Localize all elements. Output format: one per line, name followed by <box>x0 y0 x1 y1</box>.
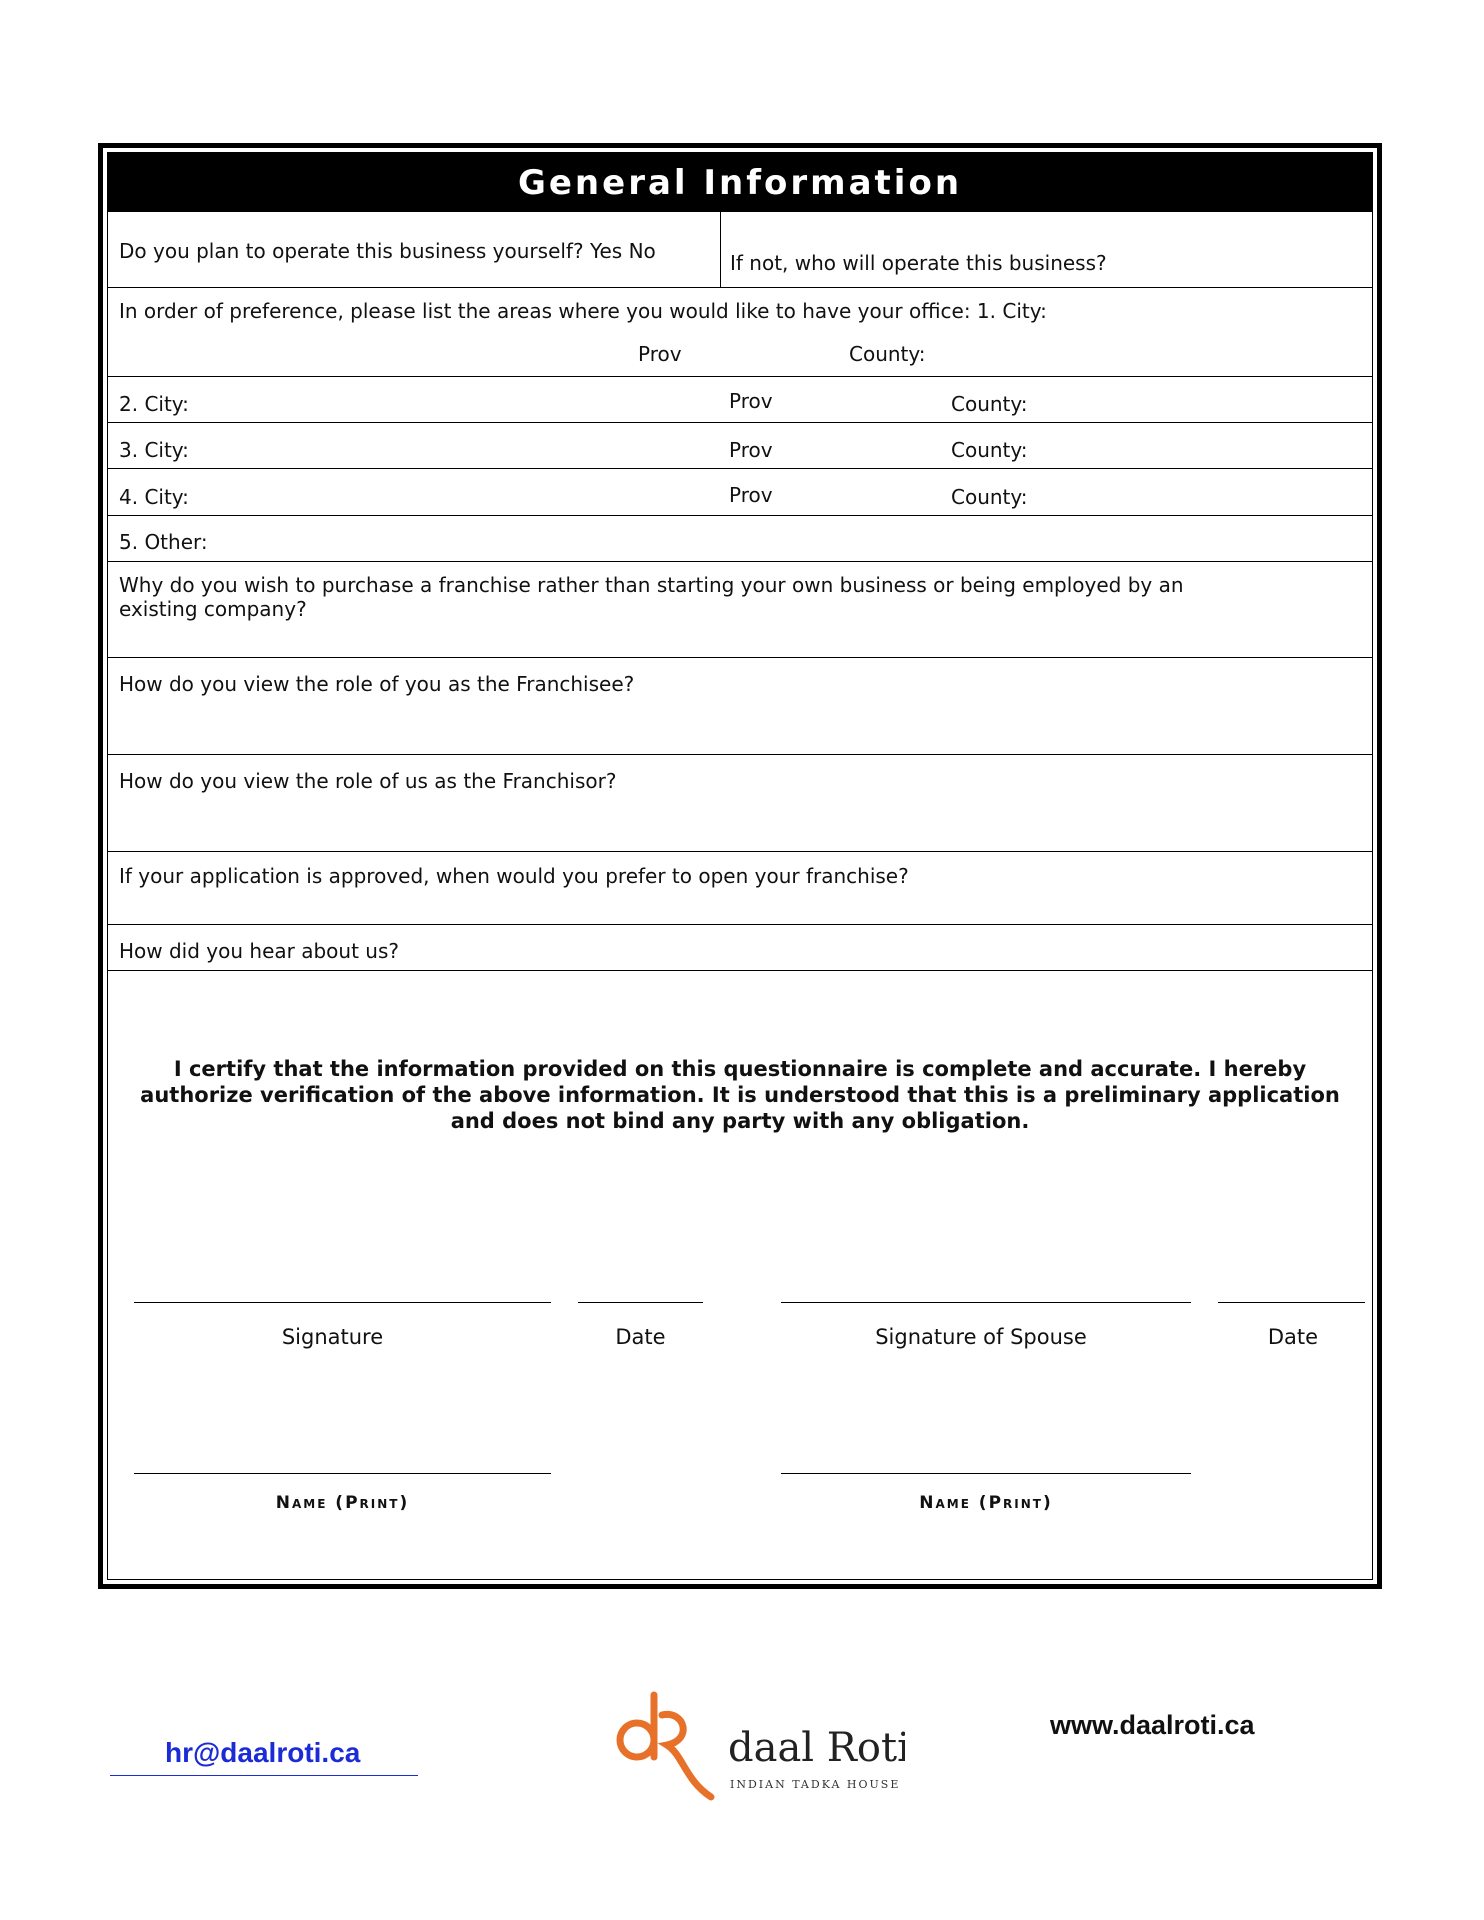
spouse-signature-caption: Signature of Spouse <box>875 1325 1087 1349</box>
question-role-franchisee: How do you view the role of you as the Franchisee? <box>119 672 635 696</box>
city4-county-label: County: <box>951 485 1028 509</box>
email-underline <box>110 1775 418 1776</box>
form-frame <box>98 143 1382 1589</box>
spouse-date-line[interactable] <box>1218 1302 1365 1303</box>
form-inner-border <box>107 152 1373 1580</box>
city3-county-label: County: <box>951 438 1028 462</box>
city3-label: 3. City: <box>119 438 189 462</box>
email-link[interactable]: hr@daalroti.ca <box>165 1737 361 1768</box>
city2-county-label: County: <box>951 392 1028 416</box>
city4-label: 4. City: <box>119 485 189 509</box>
city2-prov-label: Prov <box>729 389 773 413</box>
city3-prov-label: Prov <box>729 438 773 462</box>
question-hear-about: How did you hear about us? <box>119 939 399 963</box>
certification-text: I certify that the information provided on this questionnaire is complete and accurate. I hereby authorize verification of the above information. It is understood that this is a preliminary application and does not bind any party with any obligation. <box>140 1057 1340 1133</box>
city2-label: 2. City: <box>119 392 189 416</box>
question-operate-yourself: Do you plan to operate this business yourself? Yes No <box>119 239 656 263</box>
other-label: 5. Other: <box>119 530 208 554</box>
question-role-franchisor: How do you view the role of us as the Franchisor? <box>119 769 617 793</box>
logo-name: daal Roti <box>728 1725 905 1771</box>
spouse-name-print-line[interactable] <box>781 1473 1191 1474</box>
logo-mark-icon <box>615 1685 905 1805</box>
city1-county-label: County: <box>849 342 926 366</box>
date-caption: Date <box>615 1325 666 1349</box>
city4-prov-label: Prov <box>729 483 773 507</box>
spouse-name-print-caption: Name (Print) <box>919 1493 1053 1513</box>
question-open-when: If your application is approved, when would you prefer to open your franchise? <box>119 864 909 888</box>
signature-line[interactable] <box>134 1302 551 1303</box>
city1-prov-label: Prov <box>638 342 682 366</box>
question-areas: In order of preference, please list the areas where you would like to have your office: 1. City: <box>119 299 1047 323</box>
logo-tagline: INDIAN TADKA HOUSE <box>730 1778 901 1791</box>
website-link[interactable]: www.daalroti.ca <box>1050 1710 1255 1740</box>
question-who-operates: If not, who will operate this business? <box>730 251 1107 275</box>
daalroti-logo <box>615 1685 905 1805</box>
name-print-line[interactable] <box>134 1473 551 1474</box>
name-print-caption: Name (Print) <box>275 1493 410 1513</box>
date-line[interactable] <box>578 1302 703 1303</box>
section-title: General Information <box>108 153 1372 212</box>
question-why-franchise: Why do you wish to purchase a franchise rather than starting your own business or being employed by an existing company? <box>119 573 1184 621</box>
spouse-date-caption: Date <box>1267 1325 1319 1349</box>
spouse-signature-line[interactable] <box>781 1302 1191 1303</box>
signature-caption: Signature <box>281 1325 384 1349</box>
